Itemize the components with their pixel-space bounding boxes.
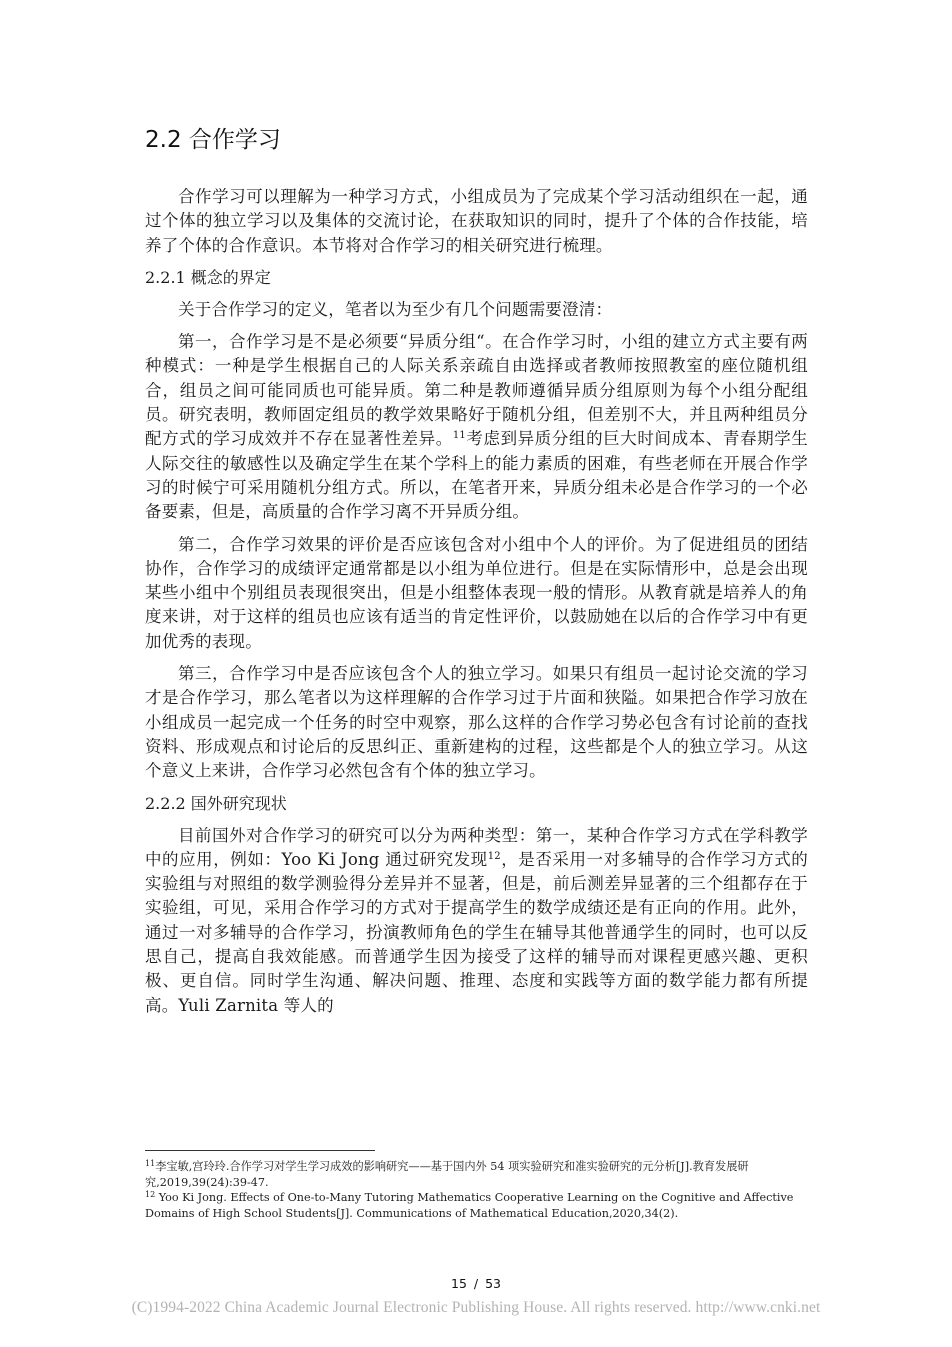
paragraph-text: 目前国外对合作学习的研究可以分为两种类型：第一，某种合作学习方式在学科教学中的应用，例如：Yoo Ki Jong 通过研究发现 [145, 825, 808, 869]
footnote-text: Yoo Ki Jong. Effects of One-to-Many Tutoring Mathematics Cooperative Learning on the Cognitive and Affective Domains of High School Students[J]. Communications of Mathematical Education,2020,34(2). [145, 1191, 794, 1220]
paragraph: 关于合作学习的定义，笔者以为至少有几个问题需要澄清： [178, 299, 613, 319]
paragraph [145, 824, 808, 1018]
footnote-ref: 11 [452, 430, 466, 442]
section-title: 2.2 合作学习 [145, 127, 281, 153]
footnote-number: 11 [145, 1159, 156, 1168]
footnote [145, 1159, 808, 1190]
intro-paragraph: 合作学习可以理解为一种学习方式，小组成员为了完成某个学习活动组织在一起，通过个体的独立学习以及集体的交流讨论，在获取知识的同时，提升了个体的合作技能，培养了个体的合作意识。本节将对合作学习的相关研究进行梳理。 [145, 187, 808, 255]
paragraph-text: 第一，合作学习是不是必须要“异质分组“。在合作学习时，小组的建立方式主要有两种模式：一种是学生根据自己的人际关系亲疏自由选择或者教师按照教室的座位随机组合，组员之间可能同质也可能异质。第二种是教师遵循异质分组原则为每个小组分配组员。研究表明，教师固定组员的教学效果略好于随机分组，但差别不大，并且两种组员分配方式的学习成效并不存在显著性差异。 [145, 332, 808, 449]
footnote-divider [145, 1150, 375, 1151]
paragraph: 第二，合作学习效果的评价是否应该包含对小组中个人的评价。为了促进组员的团结协作，合作学习的成绩评定通常都是以小组为单位进行。但是在实际情形中，总是会出现某些小组中个别组员表现很突出，但是小组整体表现一般的情形。从教育就是培养人的角度来讲，对于这样的组员也应该有适当的肯定性评价，以鼓励她在以后的合作学习中有更加优秀的表现。 [145, 534, 808, 651]
paragraph-text: ，是否采用一对多辅导的合作学习方式的实验组与对照组的数学测验得分差异并不显著，但是，前后测差异显著的三个组都存在于实验组，可见，采用合作学习的方式对于提高学生的数学成绩还是有正向的作用。此外，通过一对多辅导的合作学习，扮演教师角色的学生在辅导其他普通学生的同时，也可以反思自己，提高自我效能感。而普通学生因为接受了这样的辅导而对课程更感兴趣、更积极、更自信。同时学生沟通、解决问题、推理、态度和实践等方面的数学能力都有所提高。Yuli Zarnita 等人的 [145, 849, 808, 1015]
page-number: 15 / 53 [451, 1276, 501, 1291]
footnote [145, 1190, 808, 1221]
footnote-text: 李宝敏,宫玲玲.合作学习对学生学习成效的影响研究——基于国内外 54 项实验研究和准实验研究的元分析[J].教育发展研究,2019,39(24):39-47. [145, 1160, 749, 1189]
paragraph-text: 考虑到异质分组的巨大时间成本、青春期学生人际交往的敏感性以及确定学生在某个学科上的能力素质的困难，有些老师在开展合作学习的时候宁可采用随机分组方式。所以，在笔者开来，异质分组未必是合作学习的一个必备要素，但是，高质量的合作学习离不开异质分组。 [145, 429, 809, 522]
paragraph: 第三，合作学习中是否应该包含个人的独立学习。如果只有组员一起讨论交流的学习才是合作学习，那么笔者以为这样理解的合作学习过于片面和狭隘。如果把合作学习放在小组成员一起完成一个任务的时空中观察，那么这样的合作学习势必包含有讨论前的查找资料、形成观点和讨论后的反思纠正、重新建构的过程，这些都是个人的独立学习。从这个意义上来讲，合作学习必然包含有个体的独立学习。 [145, 664, 808, 781]
subsection-heading-2-2-2: 2.2.2 国外研究现状 [145, 793, 287, 813]
footnote-ref: 12 [487, 850, 501, 862]
subsection-heading-2-2-1: 2.2.1 概念的界定 [145, 267, 271, 287]
paragraph [145, 330, 808, 524]
body-text [145, 185, 808, 1018]
copyright-watermark: (C)1994-2022 China Academic Journal Electronic Publishing House. All rights reserved. http://www.cnki.net [131, 1299, 821, 1316]
footnotes [145, 1159, 808, 1221]
footnote-number: 12 [145, 1190, 156, 1199]
